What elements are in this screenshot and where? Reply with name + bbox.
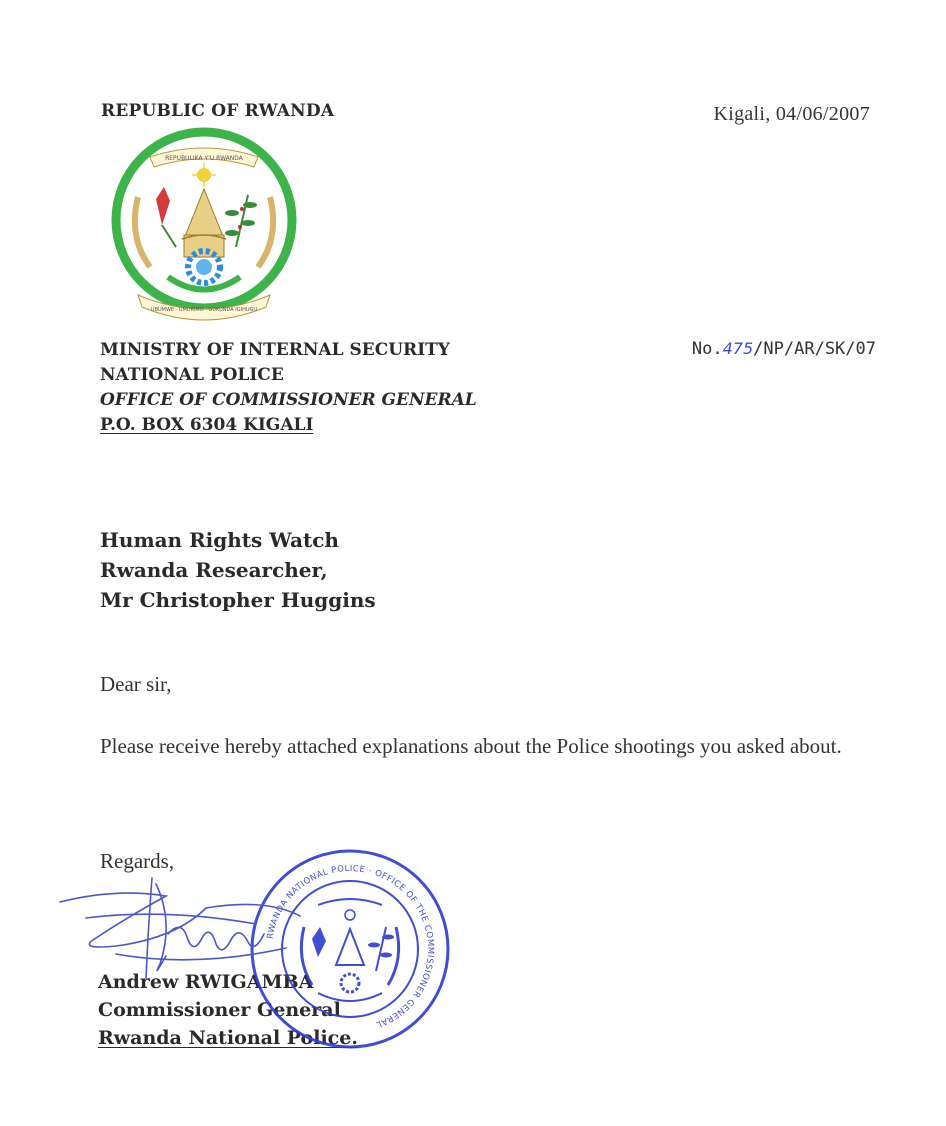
- signatory-name: Andrew RWIGAMBA: [98, 971, 314, 993]
- postal-address: P.O. BOX 6304 KIGALI: [100, 415, 314, 435]
- addressee-organization: Human Rights Watch: [100, 528, 339, 552]
- issuer-block: [100, 338, 477, 438]
- place-date: Kigali, 04/06/2007: [713, 103, 870, 125]
- letter-body: Please receive hereby attached explanations about the Police shootings you asked about.: [100, 734, 842, 758]
- signature-icon: [56, 868, 306, 988]
- addressee-block: [100, 525, 376, 615]
- coat-of-arms-icon: [98, 127, 310, 327]
- ministry-name: MINISTRY OF INTERNAL SECURITY: [100, 340, 450, 360]
- signatory-institution: Rwanda National Police.: [98, 1027, 358, 1049]
- reference-handwritten: 475: [722, 339, 754, 358]
- svg-text:RWANDA NATIONAL POLICE · OFFIC: RWANDA NATIONAL POLICE · OFFICE OF THE COMMISSIONER GENERAL: [265, 863, 436, 1030]
- reference-prefix: No.: [691, 339, 723, 359]
- closing: Regards,: [100, 849, 175, 873]
- police-name: NATIONAL POLICE: [100, 365, 284, 385]
- republic-heading: REPUBLIC OF RWANDA: [101, 101, 335, 121]
- signatory-title: Commissioner General: [98, 999, 341, 1021]
- addressee-name: Mr Christopher Huggins: [100, 588, 376, 612]
- reference-number: [692, 339, 876, 359]
- salutation: Dear sir,: [100, 672, 172, 696]
- svg-text:REPUBULIKA Y'U RWANDA: REPUBULIKA Y'U RWANDA: [165, 155, 243, 162]
- svg-text:UBUMWE · UMURIMO · GUKUNDA IGI: UBUMWE · UMURIMO · GUKUNDA IGIHUGU: [150, 307, 258, 313]
- reference-suffix: /NP/AR/SK/07: [753, 339, 876, 359]
- office-name: OFFICE OF COMMISSIONER GENERAL: [100, 390, 477, 410]
- addressee-role: Rwanda Researcher,: [100, 558, 328, 582]
